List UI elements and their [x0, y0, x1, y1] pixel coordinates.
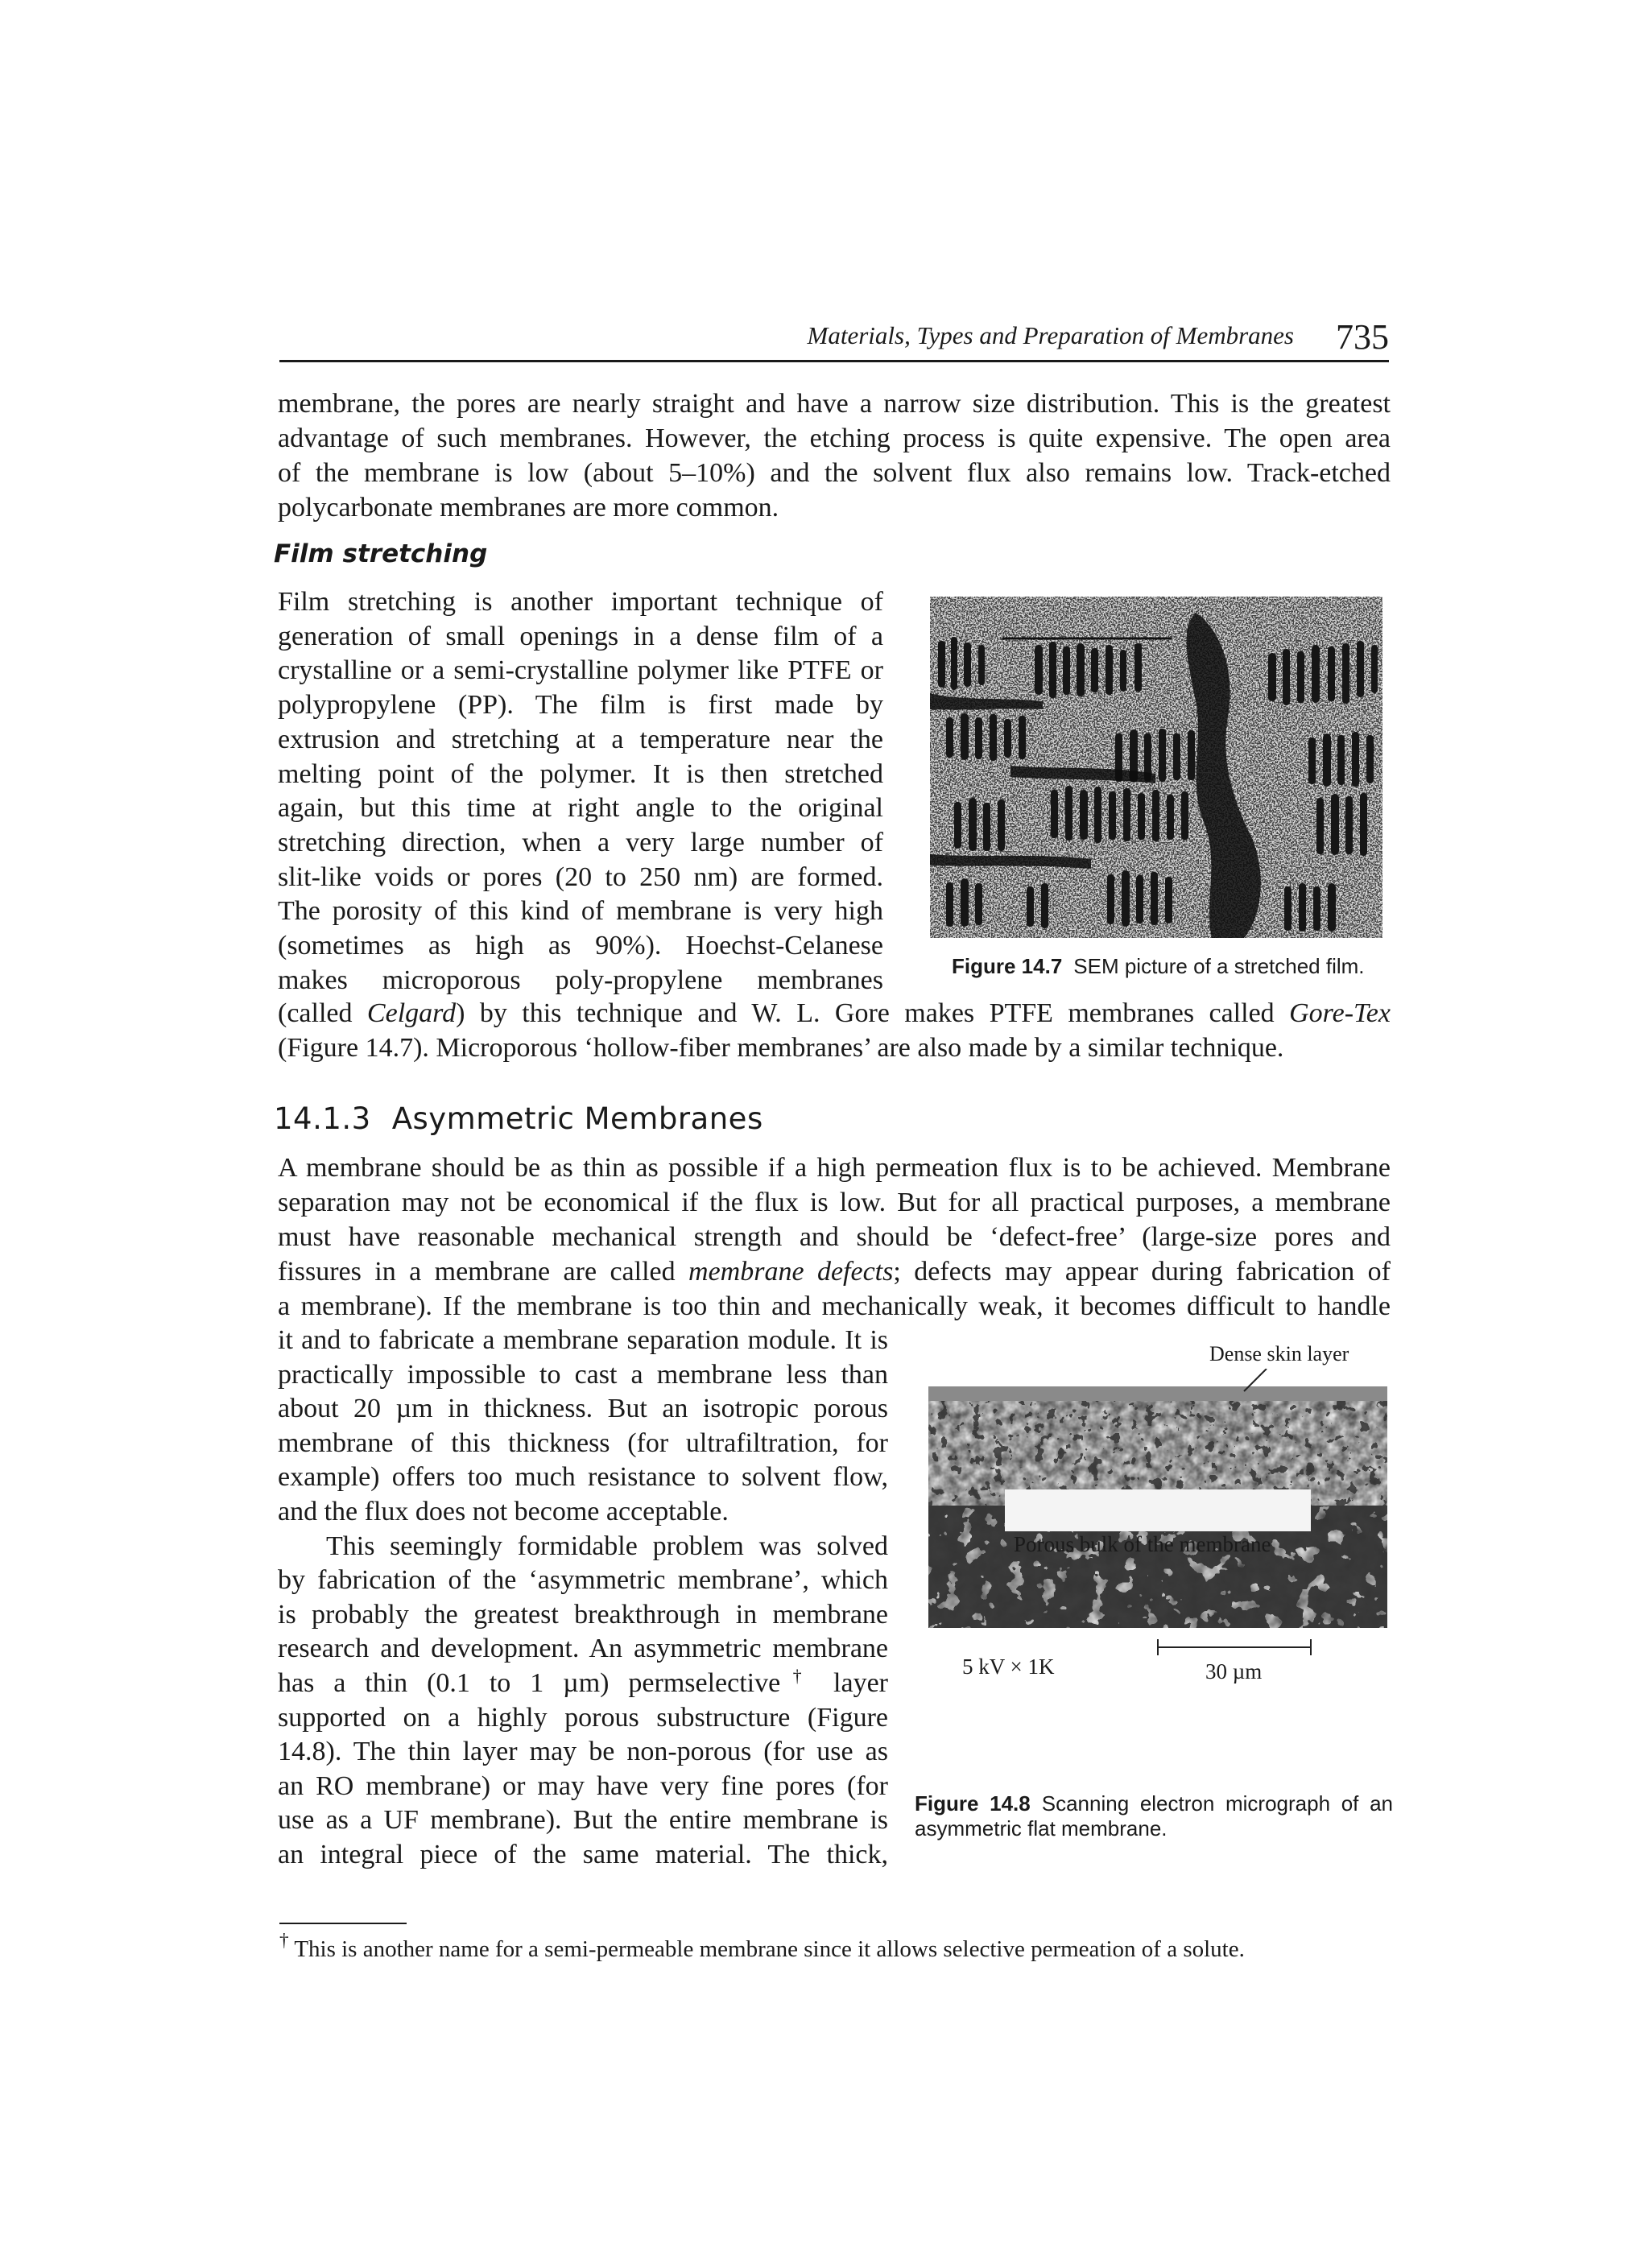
membrane-defects-term: membrane defects [688, 1257, 894, 1287]
text-line: use as a UF membrane). But the entire membrane is [278, 1805, 888, 1836]
asymmetric-paragraph-wrapped [278, 1324, 888, 1873]
text-line: an integral piece of the same material. The thick, [278, 1839, 888, 1869]
figure-14-8-caption [915, 1791, 1393, 1841]
annotation-voltage: 5 kV × 1K [962, 1655, 1055, 1679]
footnote-text: This is another name for a semi-permeable membrane since it allows selective permeation of a solute. [288, 1936, 1245, 1962]
text-line: fissures in a membrane are called membrane defects; defects may appear during fabrication of [278, 1257, 1391, 1287]
text-line: stretching direction, when a very large number of [278, 827, 883, 857]
section-number: 14.1.3 [274, 1101, 371, 1136]
text-line: (Figure 14.7). Microporous ‘hollow-fiber membranes’ are also made by a similar technique. [278, 1033, 1284, 1063]
annotation-scale: 30 µm [1205, 1659, 1263, 1683]
text-line: polypropylene (PP). The film is first made by [278, 690, 883, 721]
footnote [279, 1930, 1245, 1964]
text-line: 14.8). The thin layer may be non-porous (for use as [278, 1737, 888, 1767]
film-stretching-continuation [278, 996, 1391, 1065]
text-line: about 20 µm in thickness. But an isotropic porous [278, 1394, 888, 1424]
text-line: crystalline or a semi-crystalline polymer like PTFE or [278, 655, 883, 686]
page-number: 735 [1336, 317, 1389, 357]
film-stretching-paragraph [278, 585, 883, 998]
text-line: example) offers too much resistance to solvent flow, [278, 1462, 888, 1493]
subheading-film-stretching: Film stretching [274, 539, 488, 568]
text-line: practically impossible to cast a membrane less than [278, 1359, 888, 1390]
figure-14-7-caption [952, 954, 1365, 979]
figure-label: Figure 14.7 [952, 954, 1063, 978]
text-line: melting point of the polymer. It is then stretched [278, 758, 883, 789]
text-line: membrane of this thickness (for ultrafiltration, for [278, 1427, 888, 1458]
text-line: extrusion and stretching at a temperature near the [278, 724, 883, 754]
running-head [279, 316, 1389, 357]
running-title: Materials, Types and Preparation of Membranes [807, 321, 1294, 349]
footnote-rule [279, 1923, 407, 1924]
figure-14-7-sem-image [930, 597, 1382, 938]
section-title: Asymmetric Membranes [391, 1101, 763, 1136]
text-line: again, but this time at right angle to the original [278, 793, 883, 824]
celgard-term: Celgard [366, 998, 457, 1028]
text-line: by fabrication of the ‘asymmetric membrane’, which [278, 1565, 888, 1596]
annotation-dense-skin-layer: Dense skin layer [1209, 1342, 1349, 1365]
header-rule [279, 360, 1389, 362]
section-heading [274, 1101, 763, 1136]
text-line: membrane, the pores are nearly straight and have a narrow size distribution. This is the greatest [278, 389, 1391, 419]
dense-skin-layer [928, 1386, 1387, 1401]
text-line: generation of small openings in a dense film of a [278, 621, 883, 651]
text-line: slit-like voids or pores (20 to 250 nm) are formed. [278, 861, 883, 892]
label-box [1005, 1489, 1311, 1531]
text-line: separation may not be economical if the flux is low. But for all practical purposes, a membrane [278, 1188, 1391, 1217]
footnote-dagger: † [279, 1930, 289, 1952]
text-line: advantage of such membranes. However, the etching process is quite expensive. The open area [278, 423, 1391, 453]
text-line: and the flux does not become acceptable. [278, 1496, 729, 1526]
text-line: (called Celgard) by this technique and W. L. Gore makes PTFE membranes called Gore-Tex [278, 998, 1391, 1028]
text-line: an RO membrane) or may have very fine pores (for [278, 1770, 888, 1801]
text-line: This seemingly formidable problem was solved [326, 1531, 888, 1561]
figure-label: Figure 14.8 [915, 1791, 1031, 1816]
text-line: supported on a highly porous substructure (Figure [278, 1702, 888, 1733]
text-line: polycarbonate membranes are more common. [278, 493, 779, 523]
intro-paragraph [278, 386, 1391, 525]
text-line: has a thin (0.1 to 1 µm) permselective† layer [278, 1665, 889, 1698]
asymmetric-paragraph-intro [278, 1151, 1391, 1324]
dagger-mark: † [780, 1665, 815, 1686]
text-line: must have reasonable mechanical strength and should be ‘defect-free’ (large-size pores and [278, 1222, 1391, 1252]
caption-text: SEM picture of a stretched film. [1073, 954, 1365, 978]
annotation-porous-bulk: Porous bulk of the membrane [1014, 1532, 1271, 1556]
text-line: it and to fabricate a membrane separation module. It is [278, 1325, 888, 1355]
text-line: Film stretching is another important technique of [278, 587, 883, 617]
text-line: a membrane). If the membrane is too thin and mechanically weak, it becomes difficult to handle [278, 1291, 1391, 1321]
caption-line: Figure 14.8 Scanning electron micrograph of an [915, 1791, 1393, 1816]
gore-tex-term: Gore-Tex [1289, 998, 1391, 1028]
text-line: (sometimes as high as 90%). Hoechst-Celanese [278, 931, 883, 961]
text-line: A membrane should be as thin as possible if a high permeation flux is to be achieved. Membrane [278, 1153, 1391, 1183]
text-line: of the membrane is low (about 5–10%) and the solvent flux also remains low. Track-etched [278, 458, 1391, 488]
text-line: is probably the greatest breakthrough in membrane [278, 1599, 888, 1630]
text-line: makes microporous poly-propylene membranes [278, 965, 883, 995]
text-line: The porosity of this kind of membrane is very high [278, 896, 883, 927]
caption-line: asymmetric flat membrane. [915, 1816, 1168, 1840]
text-line: research and development. An asymmetric membrane [278, 1634, 888, 1664]
